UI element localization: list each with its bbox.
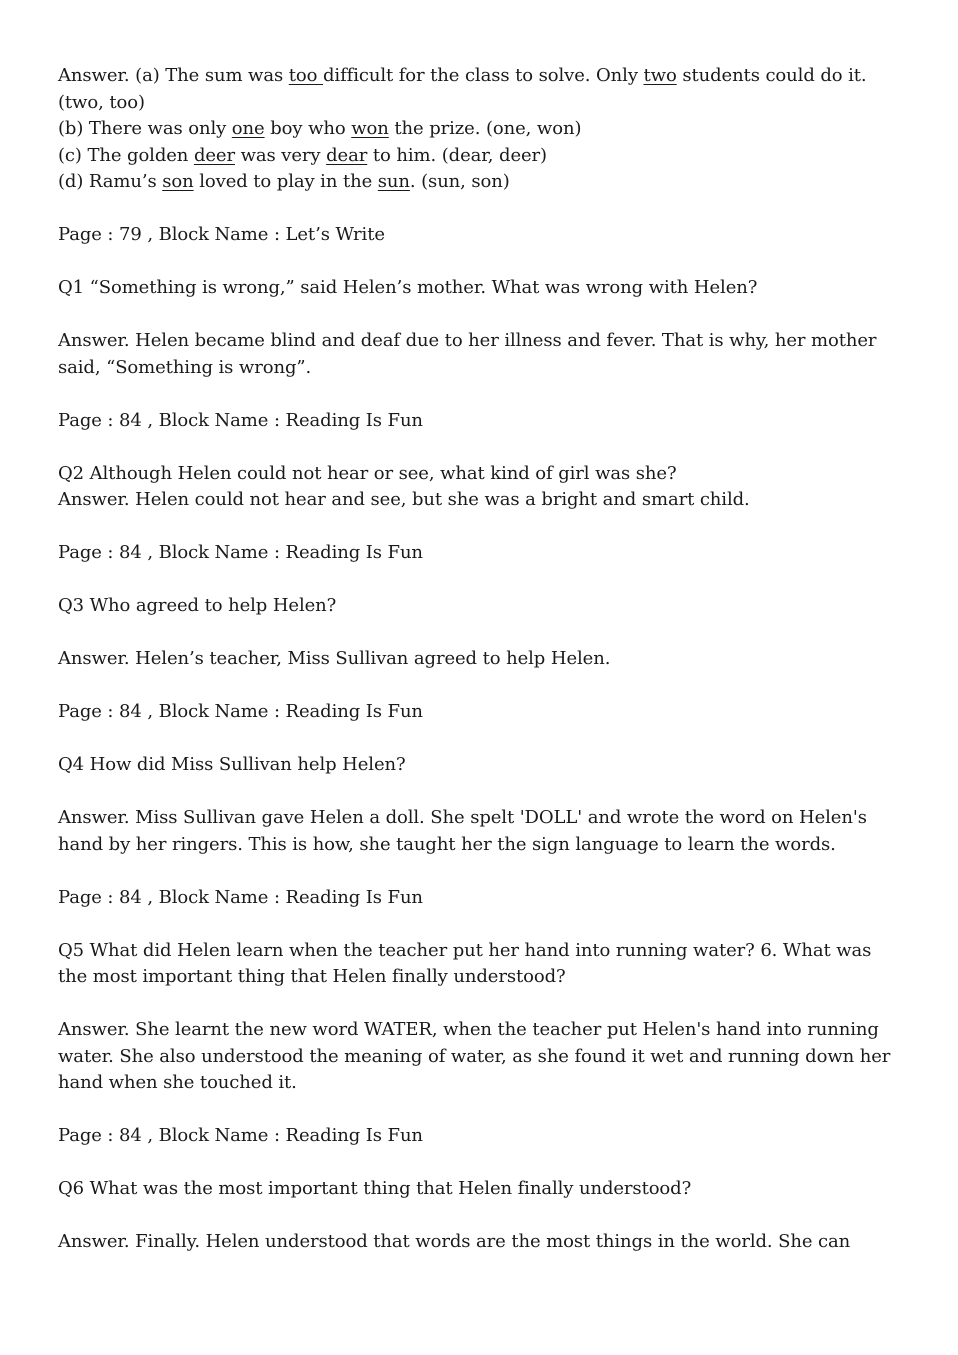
- spacer: [58, 381, 898, 408]
- spacer: [58, 726, 898, 753]
- underlined-word: two: [643, 65, 677, 86]
- answer-q6: Answer. Finally. Helen understood that words are the most things in the world. She can: [58, 1231, 851, 1252]
- text-fragment: the prize. (one, won): [388, 118, 582, 139]
- spacer: [58, 514, 898, 541]
- question-q1: Q1 “Something is wrong,” said Helen’s mother. What was wrong with Helen?: [58, 277, 758, 298]
- page-reference: Page : 84 , Block Name : Reading Is Fun: [58, 886, 423, 908]
- answer-line-a: [58, 63, 898, 116]
- text-fragment: . (sun, son): [409, 171, 510, 192]
- underlined-word: won: [351, 118, 389, 139]
- underlined-word: son: [162, 171, 194, 192]
- text-fragment: Answer. (a) The sum was: [58, 65, 289, 86]
- page-reference: Page : 84 , Block Name : Reading Is Fun: [58, 542, 423, 563]
- text-fragment: was very: [234, 144, 327, 166]
- spacer: [58, 567, 898, 594]
- text-fragment: boy who: [264, 118, 352, 139]
- answer-line-b: [58, 116, 898, 143]
- text-fragment: students could do it. (two, too): [58, 65, 867, 113]
- text-fragment: loved to play in the: [193, 171, 378, 192]
- answer-q4: Answer. Miss Sullivan gave Helen a doll. She spelt 'DOLL' and wrote the word on Helen's hand by her ringers. This is how, she taught her the sign language to learn the words.: [58, 807, 867, 855]
- answer-q2: Answer. Helen could not hear and see, but she was a bright and smart child.: [58, 489, 750, 510]
- spacer: [58, 858, 898, 885]
- text-fragment: (c) The golden: [58, 144, 194, 166]
- underlined-word: dear: [326, 144, 368, 166]
- answer-q3: Answer. Helen’s teacher, Miss Sullivan agreed to help Helen.: [58, 648, 611, 669]
- spacer: [58, 1097, 898, 1124]
- text-fragment: (b) There was only: [58, 118, 232, 139]
- spacer: [58, 673, 898, 700]
- page-reference: Page : 84 , Block Name : Reading Is Fun: [58, 701, 423, 722]
- document-page: [58, 63, 898, 1256]
- text-fragment: difficult for the class to solve. Only: [322, 65, 644, 86]
- page-reference: Page : 84 , Block Name : Reading Is Fun: [58, 409, 423, 431]
- answer-q1: Answer. Helen became blind and deaf due to her illness and fever. That is why, her mother said, “Something is wrong”.: [58, 330, 877, 378]
- answer-line-d: [58, 169, 898, 196]
- question-q2: Q2 Although Helen could not hear or see, what kind of girl was she?: [58, 462, 677, 484]
- answer-line-c: [58, 143, 898, 170]
- page-reference: Page : 79 , Block Name : Let’s Write: [58, 224, 385, 245]
- page-reference: Page : 84 , Block Name : Reading Is Fun: [58, 1125, 423, 1146]
- spacer: [58, 249, 898, 276]
- spacer: [58, 302, 898, 329]
- spacer: [58, 434, 898, 461]
- underlined-word: sun: [377, 171, 410, 192]
- spacer: [58, 1150, 898, 1177]
- text-fragment: to him. (dear, deer): [367, 144, 547, 166]
- underlined-word: too: [288, 65, 323, 86]
- answer-q5: Answer. She learnt the new word WATER, when the teacher put Helen's hand into running water. She also understood the meaning of water, as she found it wet and running down her hand when she touched it.: [58, 1019, 891, 1093]
- spacer: [58, 620, 898, 647]
- question-q5: Q5 What did Helen learn when the teacher put her hand into running water? 6. What was the most important thing that Helen finally understood?: [58, 939, 872, 987]
- underlined-word: one: [231, 118, 265, 139]
- question-q6: Q6 What was the most important thing that Helen finally understood?: [58, 1178, 692, 1199]
- question-q4: Q4 How did Miss Sullivan help Helen?: [58, 754, 406, 775]
- text-fragment: (d) Ramu’s: [58, 171, 163, 192]
- spacer: [58, 911, 898, 938]
- spacer: [58, 1203, 898, 1230]
- question-q3: Q3 Who agreed to help Helen?: [58, 595, 337, 616]
- spacer: [58, 196, 898, 223]
- underlined-word: deer: [193, 144, 235, 166]
- spacer: [58, 991, 898, 1018]
- spacer: [58, 779, 898, 806]
